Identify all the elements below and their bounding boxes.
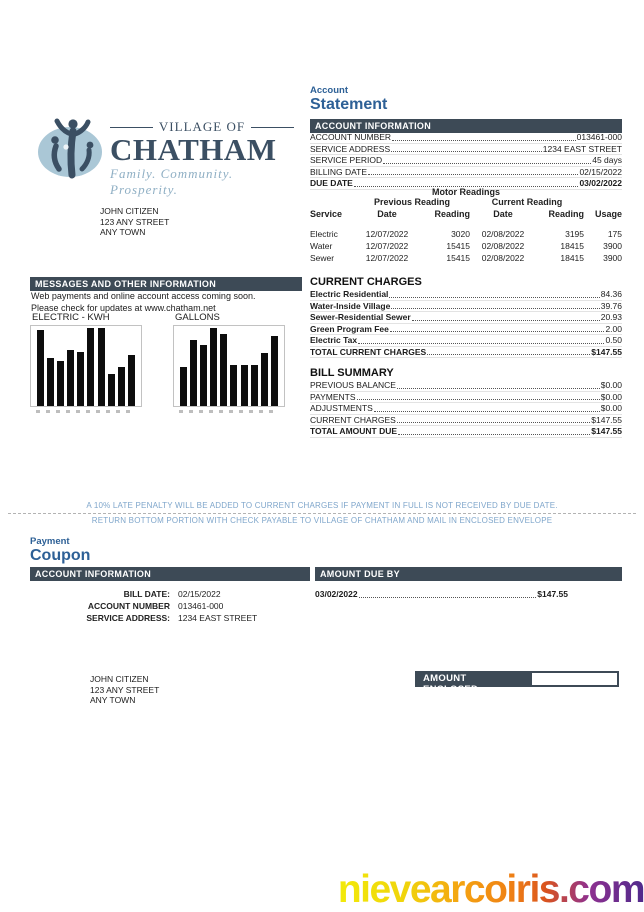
leader-row <box>310 132 622 144</box>
leader-row <box>310 392 622 404</box>
coupon-account-information-header: ACCOUNT INFORMATION <box>30 567 310 581</box>
row-label: Water-Inside Village <box>310 300 391 311</box>
chart-bar <box>190 340 197 406</box>
table-cell: 15415 <box>446 241 470 251</box>
column-header: Date <box>377 209 397 219</box>
row-label: Sewer-Residential Sewer <box>310 312 411 322</box>
gallons-chart-label: GALLONS <box>175 312 220 323</box>
recipient-address <box>100 206 169 238</box>
row-value: 03/02/2022 <box>579 178 622 188</box>
table-cell: Electric <box>310 229 338 239</box>
field-label: BILL DATE: <box>123 589 170 599</box>
coupon-account-fields <box>30 588 300 624</box>
row-value: $0.00 <box>600 380 622 390</box>
table-row <box>310 240 622 252</box>
motor-readings-table-wrap <box>310 196 622 264</box>
coupon-recipient-address <box>90 674 159 706</box>
dot-leader <box>359 597 537 598</box>
column-header: Usage <box>595 209 623 219</box>
row-value: 39.76 <box>600 300 622 311</box>
field-label: ACCOUNT NUMBER <box>87 601 170 611</box>
amount-enclosed-input-box[interactable] <box>532 671 619 687</box>
current-charges-title: CURRENT CHARGES <box>310 276 422 288</box>
chatham-people-logo-icon <box>36 116 108 180</box>
dot-leader <box>392 140 576 141</box>
dot-leader <box>397 422 590 423</box>
table-cell: 3195 <box>565 229 585 239</box>
leader-row <box>310 167 622 179</box>
watermark-text: nievearcoiris.com <box>337 868 644 911</box>
column-header: Date <box>493 209 513 219</box>
dot-leader <box>390 331 605 332</box>
column-header: Reading <box>548 209 585 219</box>
dot-leader <box>427 354 590 355</box>
account-information-rows <box>310 132 622 190</box>
amount-enclosed <box>415 671 619 695</box>
late-penalty-notice: A 10% LATE PENALTY WILL BE ADDED TO CURRENT CHARGES IF PAYMENT IN FULL IS NOT RECEIVED BY DUE DATE. <box>86 501 558 510</box>
chart-bar <box>210 328 217 406</box>
row-value: 0.50 <box>605 335 622 345</box>
amount-enclosed-label: AMOUNT ENCLOSED <box>415 671 532 687</box>
statement-header-large: Statement <box>310 96 388 113</box>
leader-row <box>310 347 622 359</box>
row-label: ACCOUNT NUMBER <box>310 132 392 142</box>
electric-chart-label: ELECTRIC - KWH <box>32 312 110 323</box>
reading-group-header: Current Reading <box>491 197 563 207</box>
statement-header-small: Account <box>310 85 348 96</box>
row-value: 2.00 <box>605 323 622 334</box>
logo-wordmark <box>110 119 294 198</box>
chart-bar <box>241 365 248 406</box>
gallons-usage-chart <box>173 325 285 407</box>
row-value: 45 days <box>592 155 622 165</box>
dot-leader <box>368 174 578 175</box>
dot-leader <box>397 388 600 389</box>
logo-tagline: Family. Community. Prosperity. <box>110 166 234 197</box>
leader-row <box>310 426 622 438</box>
table-cell: Sewer <box>310 253 335 263</box>
spacer-cell <box>310 196 354 208</box>
column-header: Reading <box>434 209 470 219</box>
row-label: CURRENT CHARGES <box>310 414 396 425</box>
row-value: $147.55 <box>591 414 622 425</box>
spacer-cell <box>584 196 622 208</box>
messages-header: MESSAGES AND OTHER INFORMATION <box>30 277 302 291</box>
row-value: 013461-000 <box>576 132 622 142</box>
table-cell: 02/08/2022 <box>481 241 525 251</box>
table-cell: 12/07/2022 <box>365 229 409 239</box>
text-line: ANY TOWN <box>100 227 146 237</box>
leader-row <box>310 324 622 336</box>
motor-readings-table <box>310 196 622 264</box>
field-row <box>30 600 300 612</box>
row-value: 02/15/2022 <box>579 166 622 177</box>
row-value: $147.55 <box>591 426 622 436</box>
row-label: Electric Residential <box>310 289 389 299</box>
table-cell: 12/07/2022 <box>365 241 409 251</box>
table-cell: 3900 <box>603 253 623 263</box>
row-label: Electric Tax <box>310 335 358 345</box>
perforation-line <box>8 513 636 514</box>
text-line: 123 ANY STREET <box>100 216 170 227</box>
row-value: $0.00 <box>600 403 622 413</box>
leader-row <box>310 335 622 347</box>
dot-leader <box>412 320 600 321</box>
chart-bar <box>261 353 268 406</box>
leader-row <box>310 155 622 167</box>
table-cell: Water <box>310 241 333 251</box>
motor-readings-title: Motor Readings <box>431 187 500 197</box>
text-line: JOHN CITIZEN <box>90 674 149 684</box>
leader-row <box>310 144 622 156</box>
table-cell: 12/07/2022 <box>365 253 409 263</box>
row-label: TOTAL CURRENT CHARGES <box>310 346 427 357</box>
row-label: PREVIOUS BALANCE <box>310 380 396 390</box>
chart-bar <box>87 328 94 406</box>
chart-bar <box>98 328 105 406</box>
row-label: Green Program Fee <box>310 323 389 334</box>
coupon-header-small: Payment <box>30 536 70 547</box>
table-cell: 18415 <box>560 241 585 251</box>
bill-summary-rows <box>310 380 622 438</box>
text-line: Please check for updates at www.chatham.net <box>31 302 216 313</box>
field-value: 1234 EAST STREET <box>178 613 258 623</box>
column-header: Service <box>310 209 343 219</box>
bill-summary-title: BILL SUMMARY <box>310 367 394 379</box>
amount-due-value: $147.55 <box>537 589 568 599</box>
leader-row <box>310 415 622 427</box>
table-row <box>310 228 622 240</box>
electric-chart-axis-ticks <box>36 410 136 413</box>
messages-text <box>31 291 255 314</box>
row-value: 1234 EAST STREET <box>542 143 622 154</box>
coupon-header <box>30 536 90 564</box>
field-label: SERVICE ADDRESS: <box>86 613 170 623</box>
chart-bar <box>118 367 125 406</box>
row-value: $147.55 <box>591 346 622 357</box>
table-cell: 15415 <box>446 253 470 263</box>
chart-bar <box>230 365 237 406</box>
row-label: TOTAL AMOUNT DUE <box>310 426 398 436</box>
leader-row <box>310 312 622 324</box>
chart-bar <box>220 334 227 406</box>
logo-rule-right <box>251 127 294 128</box>
table-row <box>310 252 622 264</box>
chart-bar <box>47 358 54 406</box>
leader-row <box>310 380 622 392</box>
row-label: ADJUSTMENTS <box>310 403 373 413</box>
text-line: JOHN CITIZEN <box>100 206 159 216</box>
table-cell: 02/08/2022 <box>481 229 525 239</box>
chart-bar <box>200 345 207 406</box>
return-portion-notice: RETURN BOTTOM PORTION WITH CHECK PAYABLE TO VILLAGE OF CHATHAM AND MAIL IN ENCLOSED ENVELOPE <box>91 516 553 525</box>
account-information-header: ACCOUNT INFORMATION <box>310 119 622 133</box>
spacer-cell <box>310 220 622 228</box>
electric-usage-chart <box>30 325 142 407</box>
dot-leader <box>358 343 604 344</box>
amount-due-by-header: AMOUNT DUE BY <box>315 567 622 581</box>
chart-bar <box>57 361 64 406</box>
chart-bar <box>128 355 135 406</box>
chart-bar <box>180 367 187 406</box>
field-row <box>30 588 300 600</box>
gallons-chart-axis-ticks <box>179 410 279 413</box>
chart-bar <box>77 352 84 406</box>
field-value: 02/15/2022 <box>178 589 221 599</box>
text-line: 123 ANY STREET <box>90 684 160 695</box>
statement-header <box>310 85 622 113</box>
logo-name: CHATHAM <box>110 132 277 167</box>
dot-leader <box>357 399 600 400</box>
chart-bar <box>67 350 74 406</box>
row-label: BILLING DATE <box>310 166 367 177</box>
row-label: SERVICE ADDRESS <box>310 143 391 154</box>
chart-bar <box>37 330 44 406</box>
leader-row <box>310 403 622 415</box>
amount-due-row <box>315 589 568 600</box>
chart-bar <box>251 365 258 406</box>
table-cell: 175 <box>607 229 623 239</box>
dot-leader <box>374 411 600 412</box>
dot-leader <box>389 297 599 298</box>
table-cell: 3020 <box>451 229 470 239</box>
coupon-header-large: Coupon <box>30 547 91 564</box>
chart-bar <box>108 374 115 406</box>
field-row <box>30 612 300 624</box>
dot-leader <box>391 151 542 152</box>
logo-rule-left <box>110 127 153 128</box>
row-label: SERVICE PERIOD <box>310 155 383 165</box>
current-charges-rows <box>310 289 622 358</box>
row-value: $0.00 <box>600 391 622 402</box>
row-label: DUE DATE <box>310 178 353 188</box>
chart-bar <box>271 336 278 406</box>
table-cell: 3900 <box>603 241 623 251</box>
text-line: Web payments and online account access coming soon. <box>31 291 256 301</box>
table-cell: 18415 <box>560 253 585 263</box>
table-cell: 02/08/2022 <box>481 253 525 263</box>
leader-row <box>310 289 622 301</box>
dot-leader <box>391 308 599 309</box>
text-line: ANY TOWN <box>90 695 136 705</box>
due-date-value: 03/02/2022 <box>315 589 358 599</box>
leader-row <box>310 301 622 313</box>
field-value: 013461-000 <box>178 601 224 611</box>
row-value: 20.93 <box>600 312 622 322</box>
reading-group-header: Previous Reading <box>373 197 451 207</box>
dot-leader <box>398 434 590 435</box>
logo-village-of-text: VILLAGE OF <box>158 119 246 134</box>
row-label: PAYMENTS <box>310 391 356 402</box>
dot-leader <box>383 163 591 164</box>
row-value: 84.36 <box>600 289 622 299</box>
